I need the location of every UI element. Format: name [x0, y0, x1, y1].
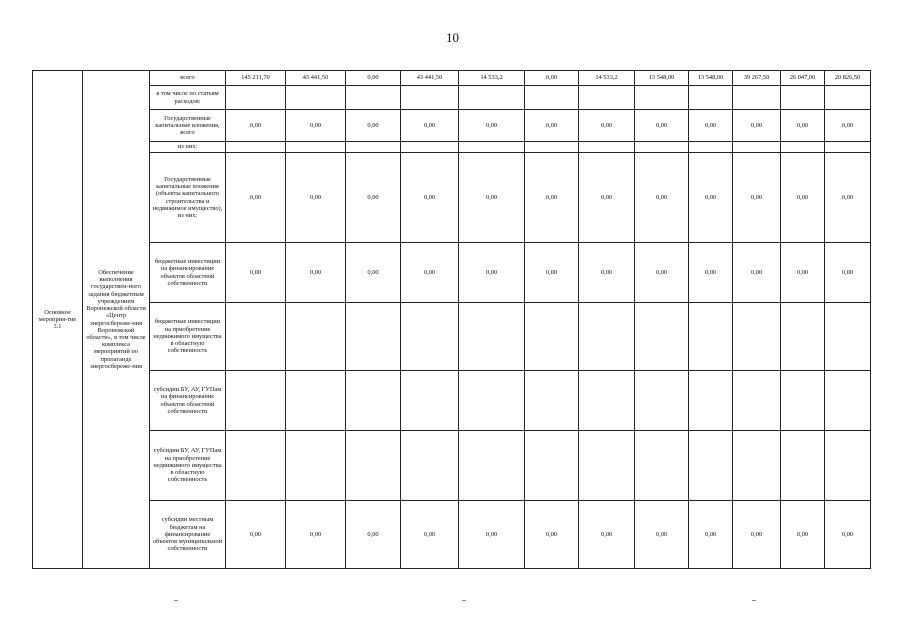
- value-cell: 0,00: [459, 110, 525, 142]
- value-cell: 0,00: [579, 501, 635, 569]
- value-cell: 0,00: [825, 110, 871, 142]
- value-cell: [226, 142, 286, 153]
- footer-mark: [174, 600, 178, 601]
- value-cell: 0,00: [781, 110, 825, 142]
- value-cell: 14 533,2: [459, 71, 525, 86]
- value-cell: 0,00: [781, 243, 825, 303]
- value-cell: 13 548,00: [689, 71, 733, 86]
- value-cell: [459, 431, 525, 501]
- value-cell: [401, 371, 459, 431]
- value-cell: [733, 86, 781, 110]
- value-cell: 0,00: [346, 243, 401, 303]
- value-cell: 0,00: [689, 110, 733, 142]
- value-cell: 0,00: [226, 110, 286, 142]
- table-row: [33, 153, 871, 243]
- value-cell: [401, 86, 459, 110]
- table-row: [33, 71, 871, 86]
- value-cell: 0,00: [226, 153, 286, 243]
- value-cell: 0,00: [579, 153, 635, 243]
- value-cell: 0,00: [689, 153, 733, 243]
- value-cell: 0,00: [346, 110, 401, 142]
- value-cell: [781, 303, 825, 371]
- value-cell: [226, 303, 286, 371]
- value-cell: [635, 371, 689, 431]
- value-cell: [401, 142, 459, 153]
- table-row: [33, 243, 871, 303]
- value-cell: [781, 371, 825, 431]
- value-cell: 0,00: [525, 71, 579, 86]
- value-cell: [825, 142, 871, 153]
- value-cell: 0,00: [525, 243, 579, 303]
- value-cell: [689, 303, 733, 371]
- value-cell: [346, 431, 401, 501]
- value-cell: [635, 142, 689, 153]
- value-cell: [579, 303, 635, 371]
- value-cell: [579, 371, 635, 431]
- value-cell: 0,00: [459, 243, 525, 303]
- footer-mark: [462, 600, 466, 601]
- value-cell: 0,00: [401, 501, 459, 569]
- value-cell: [579, 86, 635, 110]
- value-cell: [733, 371, 781, 431]
- value-cell: 0,00: [226, 501, 286, 569]
- row-label: бюджетные инвестиции на приобретение недвижимого имущества в областную собственность: [150, 303, 226, 371]
- value-cell: 0,00: [781, 501, 825, 569]
- table-row: [33, 431, 871, 501]
- value-cell: [689, 371, 733, 431]
- value-cell: [825, 303, 871, 371]
- value-cell: [286, 431, 346, 501]
- description-cell: Обеспечение выполнения государствен-ного задания бюджетным учреждением Воронежской области «Центр энергосбереже-ния Воронежской области», в том числе комплекса мероприятий по пропаганде энергосбереже-ния: [83, 71, 150, 569]
- value-cell: 0,00: [733, 110, 781, 142]
- value-cell: 0,00: [346, 71, 401, 86]
- value-cell: [401, 431, 459, 501]
- value-cell: [525, 431, 579, 501]
- value-cell: 14 533,2: [579, 71, 635, 86]
- value-cell: [825, 371, 871, 431]
- value-cell: [525, 371, 579, 431]
- table-row: [33, 86, 871, 110]
- value-cell: [579, 142, 635, 153]
- value-cell: [525, 142, 579, 153]
- value-cell: [525, 86, 579, 110]
- row-label: субсидии местным бюджетам на финансирование объектов муниципальной собственности: [150, 501, 226, 569]
- value-cell: [459, 303, 525, 371]
- value-cell: 20 826,50: [825, 71, 871, 86]
- value-cell: [346, 142, 401, 153]
- table-row: [33, 371, 871, 431]
- value-cell: [781, 142, 825, 153]
- table-row: [33, 303, 871, 371]
- value-cell: 0,00: [286, 501, 346, 569]
- value-cell: [459, 371, 525, 431]
- row-label: субсидии БУ, АУ, ГУПам на финансирование объектов областной собственности: [150, 371, 226, 431]
- value-cell: 0,00: [459, 153, 525, 243]
- value-cell: [459, 86, 525, 110]
- value-cell: 0,00: [579, 110, 635, 142]
- value-cell: 0,00: [689, 243, 733, 303]
- value-cell: 0,00: [459, 501, 525, 569]
- table-row: [33, 110, 871, 142]
- value-cell: 0,00: [733, 243, 781, 303]
- value-cell: [401, 303, 459, 371]
- value-cell: 0,00: [635, 243, 689, 303]
- value-cell: [226, 431, 286, 501]
- value-cell: [286, 303, 346, 371]
- value-cell: [286, 86, 346, 110]
- value-cell: 43 441,50: [401, 71, 459, 86]
- value-cell: [689, 142, 733, 153]
- value-cell: 0,00: [689, 501, 733, 569]
- value-cell: 0,00: [286, 243, 346, 303]
- value-cell: [635, 86, 689, 110]
- value-cell: 26 047,00: [781, 71, 825, 86]
- value-cell: [346, 303, 401, 371]
- row-label: Государственные капитальные вложения (объекты капитального строительства и недвижимое имущество), из них:: [150, 153, 226, 243]
- value-cell: [825, 431, 871, 501]
- value-cell: [733, 303, 781, 371]
- row-label: всего: [150, 71, 226, 86]
- value-cell: 0,00: [825, 153, 871, 243]
- value-cell: [226, 371, 286, 431]
- value-cell: 0,00: [635, 110, 689, 142]
- value-cell: 0,00: [401, 153, 459, 243]
- value-cell: 0,00: [635, 501, 689, 569]
- value-cell: [346, 86, 401, 110]
- value-cell: 0,00: [733, 501, 781, 569]
- value-cell: [286, 371, 346, 431]
- value-cell: 0,00: [733, 153, 781, 243]
- value-cell: [689, 431, 733, 501]
- row-label: в том числе по статьям расходов:: [150, 86, 226, 110]
- value-cell: 0,00: [525, 110, 579, 142]
- value-cell: 39 267,50: [733, 71, 781, 86]
- value-cell: [689, 86, 733, 110]
- value-cell: 0,00: [286, 110, 346, 142]
- value-cell: [579, 431, 635, 501]
- value-cell: [346, 371, 401, 431]
- value-cell: [781, 86, 825, 110]
- table-row: [33, 501, 871, 569]
- row-label: бюджетные инвестиции на финансирование объектов областной собственности: [150, 243, 226, 303]
- value-cell: [226, 86, 286, 110]
- table-row: [33, 142, 871, 153]
- value-cell: 0,00: [525, 501, 579, 569]
- value-cell: 0,00: [401, 243, 459, 303]
- row-label: субсидии БУ, АУ, ГУПам на приобретение недвижимого имущества в областную собственность: [150, 431, 226, 501]
- value-cell: [286, 142, 346, 153]
- row-label: из них:: [150, 142, 226, 153]
- value-cell: 0,00: [781, 153, 825, 243]
- value-cell: 0,00: [346, 153, 401, 243]
- activity-cell: Основное мероприя-тие 3.1: [33, 71, 83, 569]
- value-cell: 0,00: [825, 243, 871, 303]
- value-cell: [459, 142, 525, 153]
- page-number: 10: [446, 30, 459, 45]
- value-cell: 0,00: [346, 501, 401, 569]
- row-label: Государственные капитальные вложения, всего: [150, 110, 226, 142]
- value-cell: [635, 303, 689, 371]
- value-cell: [781, 431, 825, 501]
- value-cell: [525, 303, 579, 371]
- value-cell: [733, 431, 781, 501]
- value-cell: 145 211,70: [226, 71, 286, 86]
- value-cell: [825, 86, 871, 110]
- footer-mark: [752, 600, 756, 601]
- value-cell: [733, 142, 781, 153]
- value-cell: [635, 431, 689, 501]
- value-cell: 0,00: [635, 153, 689, 243]
- budget-table: [32, 70, 871, 569]
- value-cell: 0,00: [825, 501, 871, 569]
- value-cell: 0,00: [286, 153, 346, 243]
- value-cell: 0,00: [579, 243, 635, 303]
- value-cell: 43 441,50: [286, 71, 346, 86]
- value-cell: 0,00: [525, 153, 579, 243]
- value-cell: 0,00: [401, 110, 459, 142]
- value-cell: 0,00: [226, 243, 286, 303]
- value-cell: 13 548,00: [635, 71, 689, 86]
